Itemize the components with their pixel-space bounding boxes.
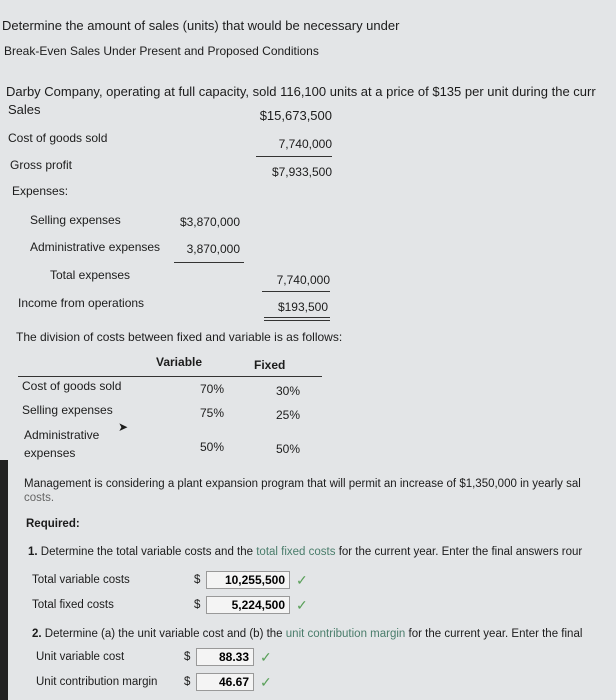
row-label: Selling expenses	[22, 403, 113, 417]
header-variable: Variable	[156, 355, 203, 369]
divider	[256, 156, 332, 157]
total-variable-costs-label: Total variable costs	[32, 574, 130, 586]
row-label: Cost of goods sold	[22, 379, 122, 393]
q-number: 1.	[28, 546, 38, 558]
table-divider	[18, 376, 322, 377]
unit-contribution-margin-input[interactable]	[196, 673, 254, 691]
ifo-label: Income from operations	[18, 296, 145, 310]
check-icon: ✓	[260, 674, 272, 690]
question-1	[28, 546, 582, 558]
fixed-pct: 30%	[276, 384, 301, 398]
q-text: Determine the total variable costs and the	[40, 546, 257, 558]
intro-text: Darby Company, operating at full capacity, sold 116,100 units at a price of $135 per unit during the curr	[6, 84, 596, 99]
gp-value: $7,933,500	[271, 165, 332, 179]
total-expenses-label: Total expenses	[50, 268, 131, 282]
currency-symbol: $	[194, 574, 201, 586]
cursor-icon: ➤	[118, 420, 129, 434]
sales-label: Sales	[8, 102, 41, 117]
selling-value: $3,870,000	[179, 215, 240, 229]
check-icon: ✓	[260, 649, 272, 665]
row-label: expenses	[24, 446, 76, 460]
sales-value: $15,673,500	[259, 108, 332, 123]
variable-pct: 70%	[200, 382, 225, 396]
heading-2: Break-Even Sales Under Present and Proposed Conditions	[4, 44, 319, 58]
unit-contribution-margin-label: Unit contribution margin	[36, 676, 158, 688]
total-expenses-value: 7,740,000	[276, 273, 330, 287]
management-text-2: costs.	[24, 492, 55, 504]
screen-edge	[0, 460, 8, 700]
divider	[174, 262, 244, 263]
q-text: for the current year. Enter the final	[405, 628, 583, 640]
variable-pct: 50%	[200, 440, 225, 454]
glossary-link[interactable]: unit contribution margin	[285, 628, 406, 640]
total-variable-costs-input[interactable]	[206, 571, 290, 589]
management-text: Management is considering a plant expansion program that will permit an increase of $1,350,000 in yearly sal	[24, 478, 581, 490]
ifo-value: $193,500	[277, 300, 328, 314]
q-number: 2.	[32, 628, 42, 640]
unit-variable-cost-label: Unit variable cost	[36, 651, 125, 663]
admin-value: 3,870,000	[186, 242, 240, 256]
row-label: Administrative	[24, 428, 100, 442]
currency-symbol: $	[194, 599, 201, 611]
check-icon: ✓	[296, 572, 308, 588]
expenses-label: Expenses:	[12, 184, 69, 198]
q-text: for the current year. Enter the final answers rour	[335, 546, 583, 558]
check-icon: ✓	[296, 597, 308, 613]
unit-variable-cost-input[interactable]	[196, 648, 254, 666]
total-fixed-costs-input[interactable]	[206, 596, 290, 614]
cogs-value: 7,740,000	[278, 137, 332, 151]
variable-pct: 75%	[200, 406, 225, 420]
question-2	[32, 628, 582, 640]
currency-symbol: $	[184, 651, 191, 663]
total-fixed-costs-label: Total fixed costs	[32, 599, 114, 611]
fixed-pct: 50%	[276, 442, 301, 456]
fixed-pct: 25%	[276, 408, 301, 422]
glossary-link[interactable]: total fixed costs	[256, 546, 336, 558]
header-fixed: Fixed	[254, 358, 286, 372]
divider	[264, 317, 330, 318]
required-heading: Required:	[26, 518, 80, 530]
heading-1: Determine the amount of sales (units) that would be necessary under	[2, 18, 400, 33]
cogs-label: Cost of goods sold	[8, 131, 108, 145]
admin-label: Administrative expenses	[30, 240, 161, 254]
division-text: The division of costs between fixed and variable is as follows:	[16, 330, 343, 344]
gp-label: Gross profit	[10, 158, 73, 172]
selling-label: Selling expenses	[30, 213, 121, 227]
q-text: Determine (a) the unit variable cost and (b) the	[44, 628, 286, 640]
divider	[264, 320, 330, 321]
currency-symbol: $	[184, 676, 191, 688]
divider	[262, 291, 330, 292]
